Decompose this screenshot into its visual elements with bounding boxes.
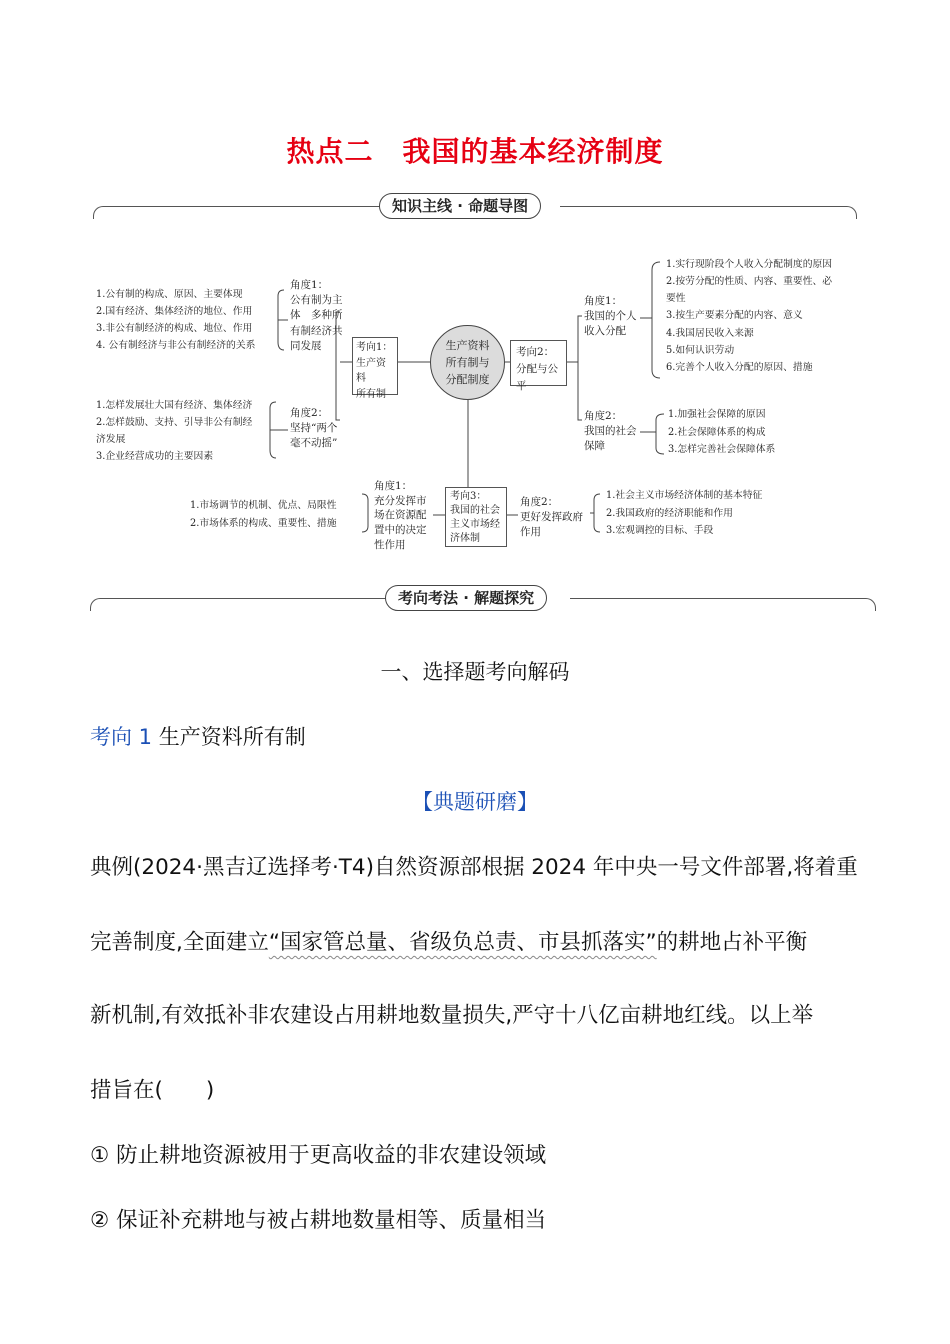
option-2: ② 保证补充耕地与被占耕地数量相等、质量相当 (90, 1208, 547, 1233)
list-item: 2.国有经济、集体经济的地位、作用 (96, 306, 253, 318)
mindmap-k2-angle2: 角度2： 我国的社会 保障 (584, 410, 637, 453)
list-item: 1.市场调节的机制、优点、局限性 (190, 500, 337, 511)
list-item: 要性 (666, 293, 686, 305)
mindmap-k3-angle2: 角度2： 更好发挥政府 作用 (520, 496, 583, 539)
list-item: 2.我国政府的经济职能和作用 (606, 507, 733, 519)
mindmap-k3: 考向3： 我国的社会 主义市场经 济体制 (445, 487, 507, 547)
question-line-2-c: 的耕地占补平衡 (656, 930, 808, 955)
list-item: 2.按劳分配的性质、内容、重要性、必 (666, 276, 833, 288)
kaoxiang-text: 生产资料所有制 (158, 725, 306, 749)
mindmap-k1-angle1: 角度1： 公有制为主 体 多种所 有制经济共 同发展 (290, 279, 343, 352)
dianti-heading: 【典题研磨】 (412, 790, 538, 814)
list-item: 济发展 (96, 434, 126, 446)
list-item: 1.怎样发展壮大国有经济、集体经济 (96, 400, 253, 411)
question-line-4: 措旨在( ) (90, 1078, 215, 1103)
list-item: 1.公有制的构成、原因、主要体现 (96, 289, 243, 300)
mindmap-k1-angle2-list (96, 397, 276, 466)
list-item: 3.企业经营成功的主要因素 (96, 451, 214, 463)
banner-line-right (570, 598, 876, 611)
list-item: 2.市场体系的构成、重要性、措施 (190, 517, 337, 529)
mindmap-center-node: 生产资料 所有制与 分配制度 (430, 325, 505, 400)
list-item: 1.实行现阶段个人收入分配制度的原因 (666, 259, 833, 270)
mindmap-k1-angle1-list (96, 286, 286, 355)
question-line-1: 典例(2024·黑吉辽选择考·T4)自然资源部根据 2024 年中央一号文件部署,将着重 (90, 855, 858, 880)
mindmap-k2-angle1-list (666, 256, 866, 376)
banner-label: 考向考法 · 解题探究 (385, 585, 547, 611)
list-item: 1.社会主义市场经济体制的基本特征 (606, 490, 763, 501)
banner-line-left (90, 598, 395, 611)
kaoxiang-tag: 考向 1 (90, 725, 153, 749)
mindmap-k3-angle2-list (606, 487, 806, 540)
kaoxiang-heading (90, 721, 306, 751)
question-line-3: 新机制,有效抵补非农建设占用耕地数量损失,严守十八亿亩耕地红线。以上举 (90, 1003, 814, 1028)
mindmap-k2: 考向2： 分配与公平 (510, 340, 567, 386)
list-item: 4. 公有制经济与非公有制经济的关系 (96, 340, 256, 352)
mindmap-k2-angle1: 角度1： 我国的个人 收入分配 (584, 295, 637, 338)
banner-label: 知识主线 · 命题导图 (379, 193, 541, 219)
list-item: 3.怎样完善社会保障体系 (668, 444, 776, 456)
mindmap-k3-angle1-list (190, 497, 365, 532)
mindmap-k1-angle2: 角度2： 坚持“两个 毫不动摇” (290, 407, 338, 450)
list-item: 2.怎样鼓励、支持、引导非公有制经 (96, 417, 253, 429)
list-item: 4.我国居民收入来源 (666, 327, 754, 339)
list-item: 3.宏观调控的目标、手段 (606, 525, 714, 537)
list-item: 2.社会保障体系的构成 (668, 426, 766, 438)
list-item: 1.加强社会保障的原因 (668, 409, 766, 420)
mindmap-k1: 考向1： 生产资料 所有制 (352, 337, 398, 395)
mindmap-k2-angle2-list (668, 406, 848, 459)
section-heading: 一、选择题考向解码 (380, 660, 570, 684)
list-item: 3.非公有制经济的构成、地位、作用 (96, 323, 253, 335)
page-title: 热点二 我国的基本经济制度 (286, 135, 664, 168)
mindmap-k3-angle1: 角度1： 充分发挥市 场在资源配 置中的决定 性作用 (374, 480, 427, 551)
option-1: ① 防止耕地资源被用于更高收益的非农建设领域 (90, 1143, 547, 1168)
list-item: 3.按生产要素分配的内容、意义 (666, 310, 803, 322)
question-line-2 (90, 925, 862, 956)
question-line-2-a: 完善制度,全面建立 (90, 930, 269, 955)
question-emphasis: “国家管总量、省级负总责、市县抓落实” (268, 930, 657, 955)
list-item: 5.如何认识劳动 (666, 344, 735, 356)
list-item: 6.完善个人收入分配的原因、措施 (666, 361, 813, 373)
